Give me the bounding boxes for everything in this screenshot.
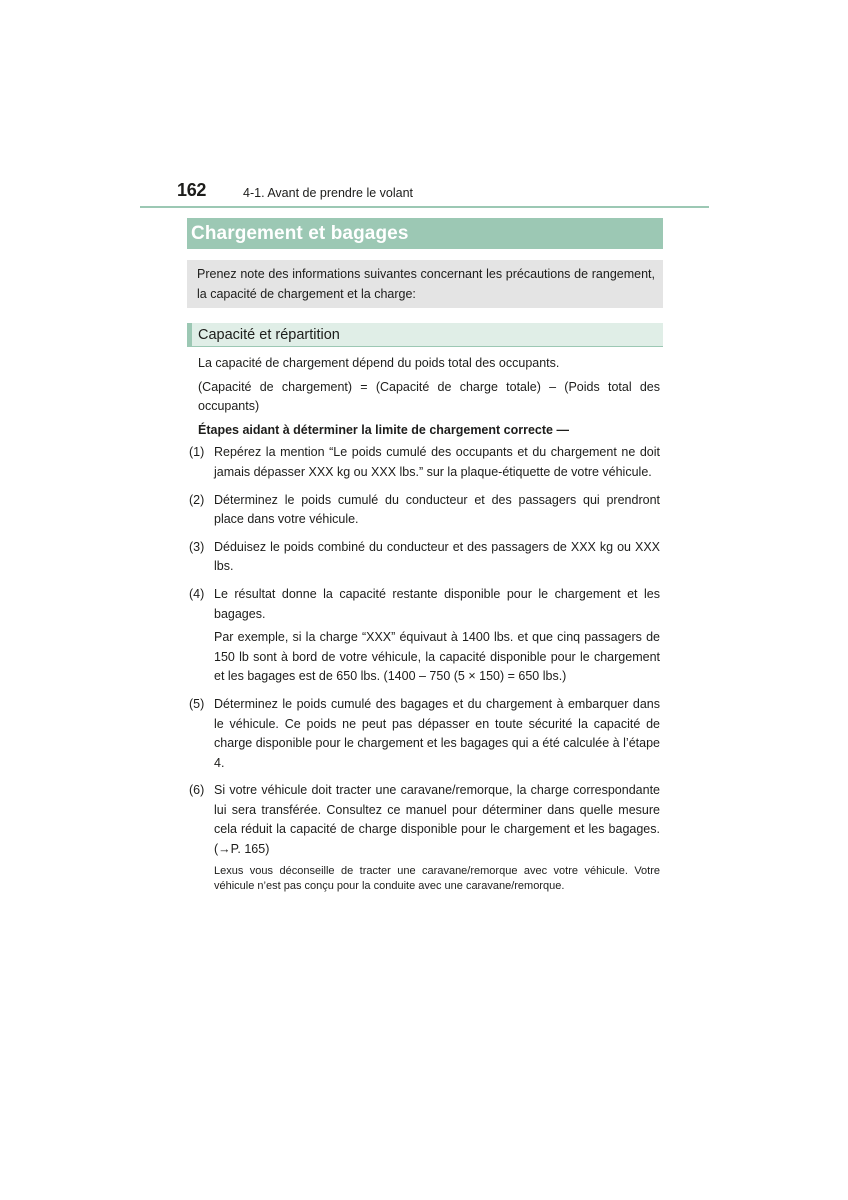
paragraph: La capacité de chargement dépend du poids total des occupants. [198,356,560,370]
step-text: Déterminez le poids cumulé du conducteur et des passagers qui prendront place dans votre véhicule. [214,492,660,527]
step-note: Lexus vous déconseille de tracter une caravane/remorque avec votre véhicule. Votre véhicule n’est pas conçu pour la conduite avec une caravane/remorque. [214,864,660,892]
intro-box: Prenez note des informations suivantes concernant les précautions de rangement, la capacité de chargement et la charge: [187,260,663,308]
step-text: Déterminez le poids cumulé des bagages et du chargement à embarquer dans le véhicule. Ce poids ne peut pas dépasser en toute sécurité la capacité de charge disponible pour le chargement et les bagages qui a été calculée à l’étape 4. [214,696,660,770]
step-item [189,491,660,534]
step-text: Si votre véhicule doit tracter une caravane/remorque, la charge correspondante lui sera transférée. Consultez ce manuel pour déterminer dans quelle mesure cela réduit la capacité de charge disponible pour le chargement et les bagages. (→P. 165) [214,783,660,857]
step-example: Par exemple, si la charge “XXX” équivaut à 1400 lbs. et que cinq passagers de 150 lb sont à bord de votre véhicule, la capacité disponible pour le chargement et les bagages est de 650 lbs. (1400 – 750 (5 × 150) = 650 lbs.) [214,630,660,684]
section-title-bar [187,218,663,249]
section-title: Chargement et bagages [191,222,409,244]
step-number: (2) [189,492,205,507]
paragraph: (Capacité de chargement) = (Capacité de charge totale) – (Poids total des occupants) [198,379,660,414]
step-number: (3) [189,539,205,554]
running-title: 4-1. Avant de prendre le volant [243,186,414,200]
step-text: Déduisez le poids combiné du conducteur et des passagers de XXX kg ou XXX lbs. [214,539,660,574]
step-number: (6) [189,783,205,798]
subsection-title-bar [187,323,663,347]
step-text: Repérez la mention “Le poids cumulé des occupants et du chargement ne doit jamais dépasser XXX kg ou XXX lbs.” sur la plaque-étiquette de votre véhicule. [214,445,660,479]
step-number: (5) [189,696,205,711]
header-rule [140,206,709,208]
steps-heading: Étapes aidant à déterminer la limite de chargement correcte — [198,422,569,437]
step-text: Le résultat donne la capacité restante disponible pour le chargement et les bagages. [214,586,660,621]
step-item [189,538,660,581]
step-number: (4) [189,586,205,601]
step-item [189,695,660,777]
page-number: 162 [177,180,207,200]
step-item [189,585,660,691]
subsection-title: Capacité et répartition [198,326,340,343]
subsection-content [189,354,660,898]
step-item [189,781,660,893]
step-item [189,443,660,486]
step-number: (1) [189,445,205,460]
